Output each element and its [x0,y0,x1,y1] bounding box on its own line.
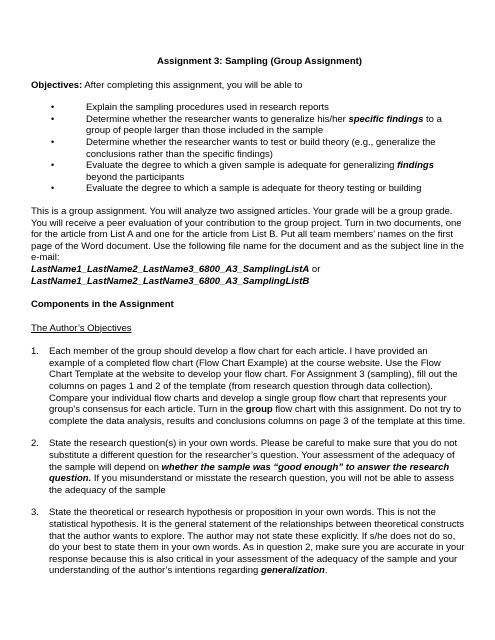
bullet-icon: • [51,136,55,147]
components-list [31,346,466,577]
bullet-text: beyond the participants [86,171,185,183]
list-item [31,346,466,427]
bullet-text: Determine whether the researcher wants to generalize his/her [86,113,349,125]
item-text: If you misunderstand or misstate the research question, you will not be able to assess the adequacy of the sample [49,473,455,496]
bullet-text: to a group of people larger than those included in the sample [86,113,442,137]
objectives-paragraph [31,80,466,92]
list-item [31,438,466,496]
list-item [31,102,466,114]
objectives-label: Objectives: [31,79,83,91]
bullet-icon: • [51,160,55,171]
item-text: State the research question(s) in your own words. Please be careful to make sure that you do not substitute a different question for the researcher’s question. Your assessment of the adequacy of the sample will depend on [49,438,458,473]
authors-objectives-heading: The Author’s Objectives [31,322,132,334]
item-number: 1. [31,346,39,358]
item-emphasis: generalization [260,565,325,577]
bullet-text: Determine whether the researcher wants to test or build theory (e.g., generalize the conclusions rather than the specific findings) [86,136,436,160]
list-item [31,507,466,577]
item-number: 3. [31,507,39,519]
list-item [31,114,466,137]
item-emphasis: group [245,404,273,416]
objectives-list [31,102,466,195]
intro-paragraph [31,206,466,287]
bullet-icon: • [51,102,55,113]
bullet-emphasis: findings [397,160,435,172]
bullet-emphasis: specific findings [348,113,424,125]
bullet-text: Evaluate the degree to which a sample is adequate for theory testing or building [86,183,422,195]
item-text: Each member of the group should develop a flow chart for each article. I have provided an example of a completed flow chart (Flow Chart Example) at the course website. Use the Flow Chart Template at the website to develop your flow chart. For Assignment 3 (sampling), fill out the columns on pages 1 and 2 of the template (from research question through data collection). Compare your individual flow charts and develop a single group flow chart that represents your group’s consensus for each article. Turn in the [49,346,458,416]
item-emphasis: whether the sample was “good enough” to answer the research question. [49,461,450,485]
components-heading: Components in the Assignment [31,299,174,311]
item-text: . [324,565,328,577]
list-item [31,160,466,183]
bullet-text: Evaluate the degree to which a given sample is adequate for generalizing [86,160,398,172]
bullet-text: Explain the sampling procedures used in research reports [86,102,329,114]
objectives-text: After completing this assignment, you will be able to [82,79,303,91]
item-number: 2. [31,438,39,450]
intro-text: This is a group assignment. You will analyze two assigned articles. Your grade will be a group grade. You will receive a peer evaluation of your contribution to the group project. Turn in two documents, one for the article from List A and one for the article from List B. Put all team members’ names on the first page of the Word document. Use the following file name for the document and as the subject line in the e-mail: [31,205,464,264]
item-text: flow chart with this assignment. Do not try to complete the data analysis, results and conclusions columns on page 3 of the template at this time. [49,404,466,427]
item-text: State the theoretical or research hypothesis or proposition in your own words. This is not the statistical hypothesis. It is the general statement of the relationships between theoretical constructs that the author wants to explore. The author may not state these explicitly. If s/he does not do so, do your best to state them in your own words. As in question 2, make sure you are accurate in your response because this is also critical in your assessment of the adequacy of the sample and your understanding of the author’s intentions regarding [49,507,465,577]
document-body [31,56,466,588]
bullet-icon: • [51,183,55,194]
file-name-list-a: LastName1_LastName2_LastName3_6800_A3_SamplingListA [31,263,310,275]
bullet-icon: • [51,113,55,124]
intro-or: or [309,263,321,275]
file-name-list-b: LastName1_LastName2_LastName3_6800_A3_SamplingListB [31,275,310,287]
page-title: Assignment 3: Sampling (Group Assignment) [157,56,362,67]
list-item [31,183,466,195]
list-item [31,137,466,160]
